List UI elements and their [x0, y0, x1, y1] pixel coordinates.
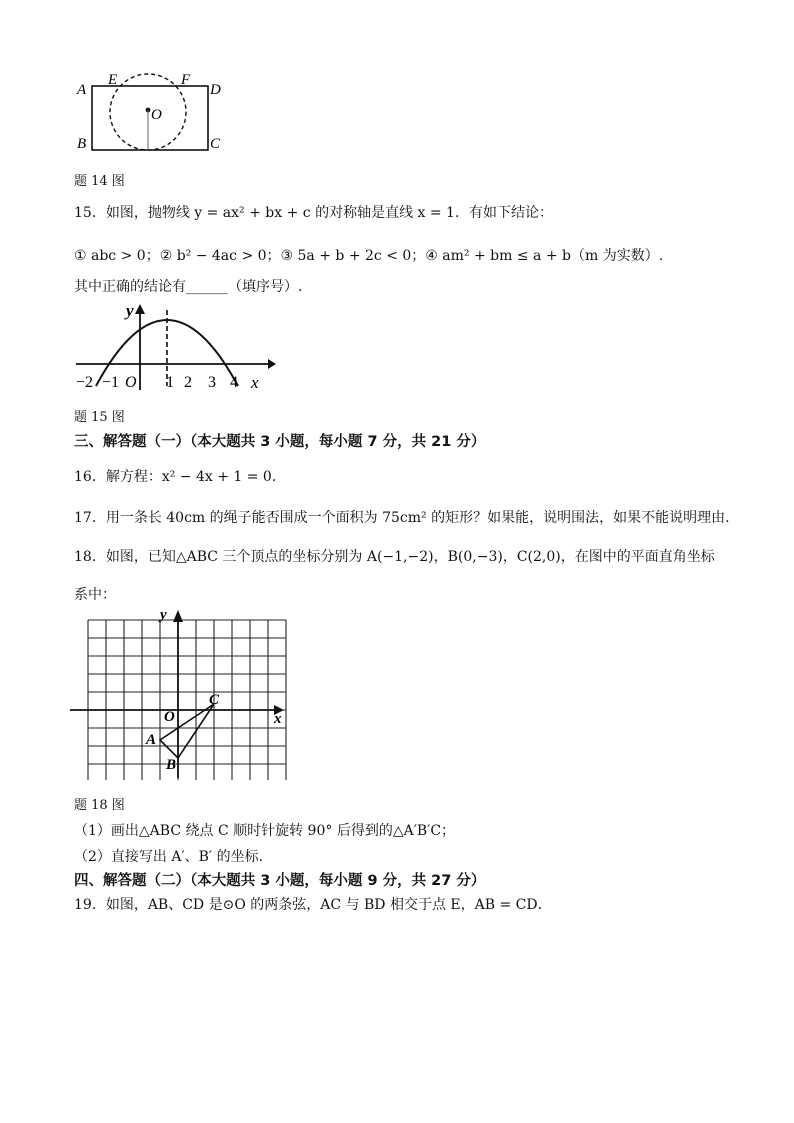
tick-4: 4 — [230, 374, 238, 391]
tick-origin: O — [125, 374, 137, 391]
x-label: x — [251, 373, 259, 392]
tick-minus2: −2 — [76, 374, 94, 391]
y-axis-arrow — [135, 304, 145, 314]
q19: 19．如图，AB、CD 是⊙O 的两条弦，AC 与 BD 相交于点 E，AB = CD． — [74, 897, 552, 913]
origin-label: O — [164, 709, 175, 725]
point-b-label: B — [166, 757, 177, 773]
label-e: E — [108, 72, 118, 88]
q15-line2: ① abc > 0；② b² − 4ac > 0；③ 5a + b + 2c < 0；④ am² + bm ≤ a + b（m 为实数）. — [74, 248, 664, 264]
x-label: x — [274, 711, 282, 727]
label-a: A — [77, 82, 87, 98]
q15-line1: 15．如图，抛物线 y = ax² + bx + c 的对称轴是直线 x = 1．有如下结论： — [74, 205, 553, 221]
label-d: D — [210, 82, 221, 98]
y-label: y — [160, 607, 167, 623]
section-4-heading: 四、解答题（二）（本大题共 3 小题，每小题 9 分，共 27 分） — [74, 873, 486, 889]
tick-3: 3 — [208, 374, 216, 391]
label-f: F — [181, 72, 191, 88]
figure-18-caption: 题 18 图 — [74, 798, 125, 813]
figure-15-caption: 题 15 图 — [74, 410, 125, 425]
q15-line3: 其中正确的结论有______（填序号）. — [74, 279, 303, 295]
figure-18 — [66, 604, 290, 780]
grid — [88, 620, 286, 780]
tick-1: 1 — [166, 374, 174, 391]
q18-line1: 18．如图，已知△ABC 三个顶点的坐标分别为 A(−1,−2)，B(0,−3)，C(2,0)，在图中的平面直角坐标 — [74, 549, 715, 565]
q17: 17．用一条长 40cm 的绳子能否围成一个面积为 75cm² 的矩形？如果能，说明围法，如果不能说明理由. — [74, 510, 730, 526]
figure-14-caption: 题 14 图 — [74, 174, 125, 189]
tick-minus1: −1 — [102, 374, 120, 391]
figure-15 — [70, 298, 280, 396]
q18-sub2: （2）直接写出 A′、B′ 的坐标. — [74, 849, 264, 865]
label-c: C — [210, 136, 221, 152]
figure-14 — [74, 68, 234, 158]
rectangle-abcd — [92, 86, 208, 150]
q18-line2: 系中： — [74, 587, 116, 603]
label-o: O — [151, 107, 162, 123]
point-a-label: A — [146, 732, 157, 748]
y-label: y — [126, 301, 134, 320]
y-axis-arrow — [173, 610, 183, 622]
section-3-heading: 三、解答题（一）（本大题共 3 小题，每小题 7 分，共 21 分） — [74, 434, 486, 450]
q18-sub1: （1）画出△ABC 绕点 C 顺时针旋转 90° 后得到的△A′B′C； — [74, 823, 456, 839]
label-b: B — [77, 136, 87, 152]
x-axis-arrow — [268, 359, 276, 369]
q16: 16．解方程：x² − 4x + 1 = 0． — [74, 469, 286, 485]
tick-2: 2 — [184, 374, 192, 391]
point-c-label: C — [209, 692, 220, 708]
